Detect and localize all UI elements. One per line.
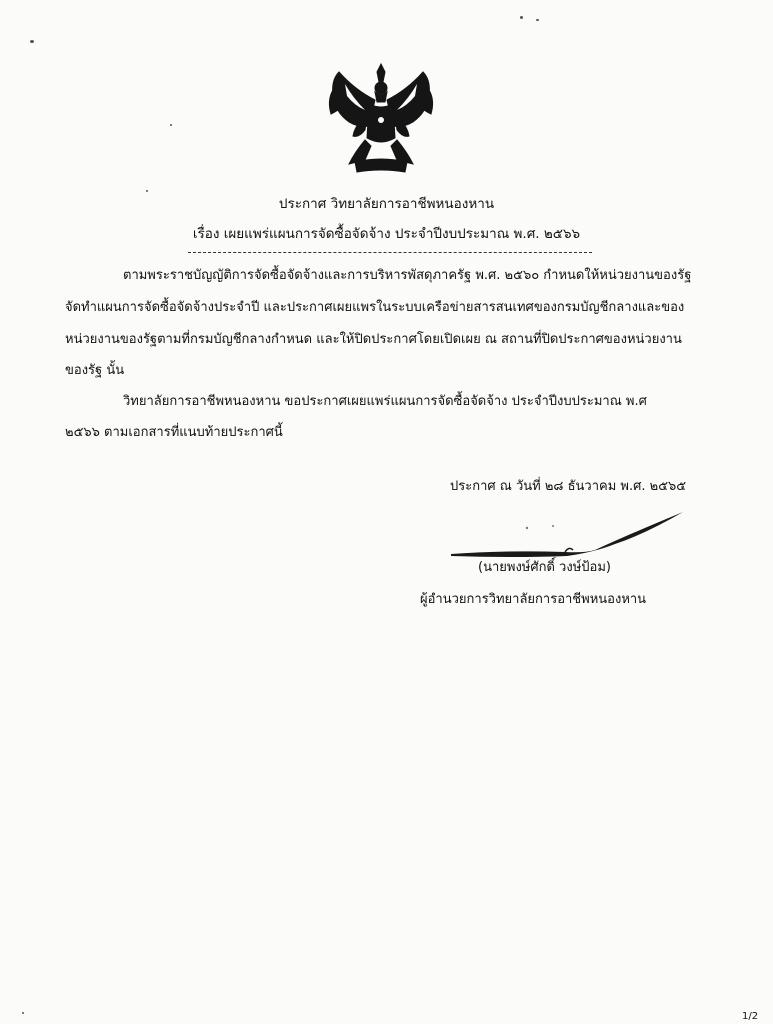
separator-line	[188, 252, 592, 253]
announcement-title: ประกาศ วิทยาลัยการอาชีพหนองหาน	[278, 196, 495, 212]
paragraph-1-line-2: จัดทำแผนการจัดซื้อจัดจ้างประจำปี และประกาศเผยแพรในระบบเครือข่ายสารสนเทศของกรมบัญชีกลางและของ	[65, 300, 685, 315]
paragraph-2-line-1: วิทยาลัยการอาชีพหนองหาน ขอประกาศเผยแพร่แผนการจัดซื้อจัดจ้าง ประจำปีงบประมาณ พ.ศ	[123, 394, 647, 409]
scan-speck	[536, 19, 539, 21]
paragraph-1-line-1: ตามพระราชบัญญัติการจัดซื้อจัดจ้างและการบริหารพัสดุภาครัฐ พ.ศ. ๒๕๖๐ กำหนดให้หน่วยงานของรัฐ	[123, 268, 692, 283]
signer-name: (นายพงษ์ศักดิ์ วงษ์ป้อม)	[478, 560, 611, 575]
garuda-emblem-icon	[325, 60, 437, 178]
paragraph-1-line-3: หน่วยงานของรัฐตามที่กรมบัญชีกลางกำหนด และให้ปิดประกาศโดยเปิดเผย ณ สถานที่ปิดประกาศของหน่วยงาน	[65, 332, 682, 347]
scan-speck	[146, 190, 148, 192]
announcement-date: ประกาศ ณ วันที่ ๒๘ ธันวาคม พ.ศ. ๒๕๖๕	[450, 479, 687, 494]
paragraph-2-line-2: ๒๕๖๖ ตามเอกสารที่แนบท้ายประกาศนี้	[65, 425, 283, 440]
announcement-subject: เรื่อง เผยแพร่แผนการจัดซื้อจัดจ้าง ประจำปีงบประมาณ พ.ศ. ๒๕๖๖	[192, 226, 581, 242]
scan-speck	[30, 40, 34, 43]
signature-icon	[445, 506, 695, 566]
paragraph-1-line-4: ของรัฐ นั้น	[65, 363, 125, 378]
scan-speck	[22, 1012, 24, 1014]
scan-speck	[520, 16, 523, 19]
signer-title: ผู้อำนวยการวิทยาลัยการอาชีพหนองหาน	[420, 592, 647, 607]
page-number: 1/2	[742, 1011, 759, 1022]
scan-speck	[170, 124, 172, 126]
